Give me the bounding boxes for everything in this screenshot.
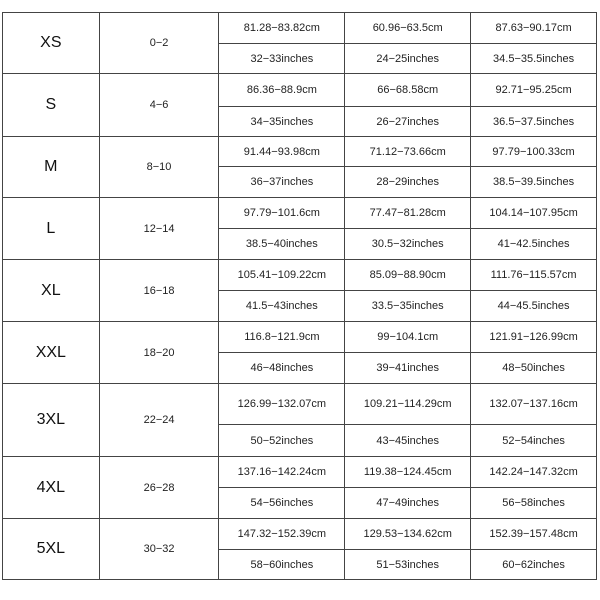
measurement-inches: 41−42.5inches	[471, 229, 597, 260]
size-row-cm	[3, 13, 597, 44]
us-size-range: 0−2	[99, 13, 219, 74]
measurement-inches: 33.5−35inches	[345, 291, 471, 322]
measurement-cm: 86.36−88.9cm	[219, 74, 345, 107]
measurement-cm: 105.41−109.22cm	[219, 260, 345, 291]
measurement-inches: 51−53inches	[345, 550, 471, 580]
measurement-inches: 44−45.5inches	[471, 291, 597, 322]
size-row-cm	[3, 384, 597, 425]
measurement-cm: 132.07−137.16cm	[471, 384, 597, 425]
measurement-cm: 116.8−121.9cm	[219, 322, 345, 353]
us-size-range: 4−6	[99, 74, 219, 137]
size-row-cm	[3, 74, 597, 107]
size-label: L	[3, 198, 100, 260]
measurement-cm: 126.99−132.07cm	[219, 384, 345, 425]
measurement-inches: 30.5−32inches	[345, 229, 471, 260]
measurement-inches: 52−54inches	[471, 425, 597, 457]
size-row-cm	[3, 519, 597, 550]
measurement-cm: 66−68.58cm	[345, 74, 471, 107]
measurement-inches: 58−60inches	[219, 550, 345, 580]
measurement-cm: 87.63−90.17cm	[471, 13, 597, 44]
measurement-inches: 38.5−40inches	[219, 229, 345, 260]
measurement-inches: 50−52inches	[219, 425, 345, 457]
us-size-range: 22−24	[99, 384, 219, 457]
measurement-cm: 71.12−73.66cm	[345, 137, 471, 167]
measurement-inches: 38.5−39.5inches	[471, 167, 597, 198]
measurement-inches: 56−58inches	[471, 488, 597, 519]
measurement-cm: 97.79−100.33cm	[471, 137, 597, 167]
measurement-cm: 60.96−63.5cm	[345, 13, 471, 44]
size-chart-table	[2, 12, 597, 580]
size-label: S	[3, 74, 100, 137]
measurement-inches: 28−29inches	[345, 167, 471, 198]
measurement-inches: 36.5−37.5inches	[471, 107, 597, 137]
measurement-cm: 137.16−142.24cm	[219, 457, 345, 488]
measurement-cm: 91.44−93.98cm	[219, 137, 345, 167]
measurement-cm: 152.39−157.48cm	[471, 519, 597, 550]
measurement-cm: 119.38−124.45cm	[345, 457, 471, 488]
size-label: XL	[3, 260, 100, 322]
us-size-range: 30−32	[99, 519, 219, 580]
measurement-cm: 109.21−114.29cm	[345, 384, 471, 425]
measurement-inches: 47−49inches	[345, 488, 471, 519]
us-size-range: 18−20	[99, 322, 219, 384]
size-label: 4XL	[3, 457, 100, 519]
measurement-cm: 81.28−83.82cm	[219, 13, 345, 44]
measurement-cm: 77.47−81.28cm	[345, 198, 471, 229]
measurement-inches: 34.5−35.5inches	[471, 44, 597, 74]
size-row-cm	[3, 260, 597, 291]
measurement-cm: 111.76−115.57cm	[471, 260, 597, 291]
measurement-inches: 41.5−43inches	[219, 291, 345, 322]
us-size-range: 26−28	[99, 457, 219, 519]
measurement-inches: 36−37inches	[219, 167, 345, 198]
size-label: XS	[3, 13, 100, 74]
measurement-inches: 24−25inches	[345, 44, 471, 74]
size-row-cm	[3, 137, 597, 167]
measurement-inches: 48−50inches	[471, 353, 597, 384]
size-label: M	[3, 137, 100, 198]
size-label: XXL	[3, 322, 100, 384]
size-row-cm	[3, 322, 597, 353]
measurement-cm: 129.53−134.62cm	[345, 519, 471, 550]
measurement-cm: 121.91−126.99cm	[471, 322, 597, 353]
measurement-inches: 46−48inches	[219, 353, 345, 384]
measurement-inches: 34−35inches	[219, 107, 345, 137]
size-row-cm	[3, 198, 597, 229]
measurement-inches: 60−62inches	[471, 550, 597, 580]
measurement-cm: 97.79−101.6cm	[219, 198, 345, 229]
measurement-inches: 26−27inches	[345, 107, 471, 137]
measurement-cm: 142.24−147.32cm	[471, 457, 597, 488]
size-label: 3XL	[3, 384, 100, 457]
us-size-range: 12−14	[99, 198, 219, 260]
size-label: 5XL	[3, 519, 100, 580]
size-row-cm	[3, 457, 597, 488]
measurement-inches: 39−41inches	[345, 353, 471, 384]
measurement-cm: 99−104.1cm	[345, 322, 471, 353]
measurement-cm: 104.14−107.95cm	[471, 198, 597, 229]
measurement-cm: 85.09−88.90cm	[345, 260, 471, 291]
size-chart-body	[3, 13, 597, 580]
us-size-range: 16−18	[99, 260, 219, 322]
measurement-inches: 54−56inches	[219, 488, 345, 519]
measurement-inches: 43−45inches	[345, 425, 471, 457]
measurement-inches: 32−33inches	[219, 44, 345, 74]
measurement-cm: 92.71−95.25cm	[471, 74, 597, 107]
measurement-cm: 147.32−152.39cm	[219, 519, 345, 550]
us-size-range: 8−10	[99, 137, 219, 198]
